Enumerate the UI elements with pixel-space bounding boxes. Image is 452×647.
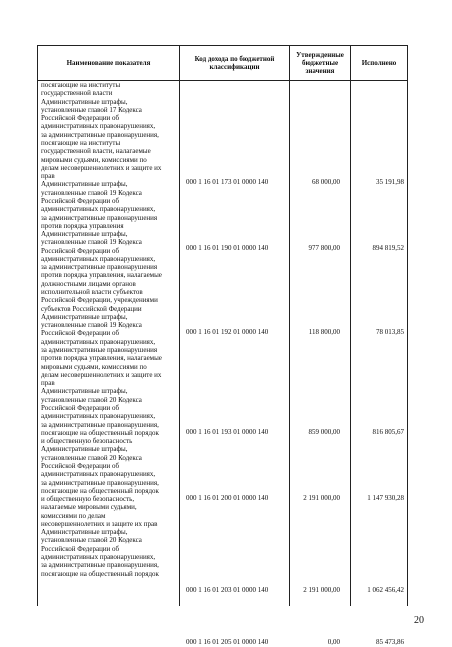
indicator-line: посягающие на институты (41, 81, 121, 89)
budget-code: 000 1 16 01 205 01 0000 140 (186, 638, 269, 646)
table-row (38, 428, 407, 437)
approved-value: 2 191 000,00 (303, 494, 340, 502)
indicator-line: Административные штрафы, (41, 445, 128, 454)
approved-value: 859 000,00 (308, 428, 340, 436)
table-row (38, 178, 407, 187)
indicator-line: установленные главой 19 Кодекса (41, 188, 142, 197)
indicator-line: мировыми судьями, комиссиями по (41, 362, 147, 371)
budget-code: 000 1 16 01 200 01 0000 140 (186, 494, 269, 502)
indicator-line: за административные правонарушения, (41, 478, 159, 487)
executed-value: 1 147 930,28 (367, 494, 404, 502)
indicator-line: административных правонарушениях, (41, 470, 156, 479)
indicator-line: Российской Федерации об (41, 461, 120, 470)
indicator-line: делам несовершеннолетних и защите их (41, 370, 162, 379)
budget-code: 000 1 16 01 190 01 0000 140 (186, 244, 269, 252)
indicator-line: за административные правонарушения (41, 263, 158, 272)
indicator-line: административных правонарушениях, (41, 254, 156, 263)
indicator-line: субъектов Российской Федерации (41, 304, 142, 313)
indicator-line: за административные правонарушения, (41, 561, 159, 570)
indicator-line: прав (41, 172, 55, 181)
header-executed: Исполнено (361, 59, 397, 67)
indicator-line: Административные штрафы, (41, 180, 128, 189)
indicator-line: налагаемые мировыми судьями, (41, 503, 137, 512)
indicator-line: государственной власти (41, 89, 113, 98)
budget-code: 000 1 16 01 193 01 0000 140 (186, 428, 269, 436)
approved-value: 68 000,00 (312, 178, 340, 186)
indicator-line: установленные главой 20 Кодекса (41, 536, 142, 545)
indicator-line: за административные правонарушения, (41, 130, 159, 139)
executed-value: 85 473,86 (376, 638, 404, 646)
indicator-line: исполнительной власти субъектов (41, 288, 143, 297)
indicator-line: посягающие на институты (41, 138, 121, 147)
budget-code: 000 1 16 01 192 01 0000 140 (186, 328, 269, 336)
indicator-line: несовершеннолетних и защите их прав (41, 519, 158, 528)
indicator-line: Российской Федерации об (41, 196, 120, 205)
indicator-line: административных правонарушениях, (41, 412, 156, 421)
table-header (38, 46, 407, 81)
indicator-line: административных правонарушениях, (41, 553, 156, 562)
indicator-line: за административные правонарушения, (41, 420, 159, 429)
indicator-line: Российской Федерации об (41, 403, 120, 412)
indicator-line: Российской Федерации об (41, 114, 120, 123)
indicator-line: административных правонарушениях, (41, 122, 156, 131)
indicator-line: установленные главой 19 Кодекса (41, 238, 142, 247)
table-row (38, 638, 407, 647)
indicator-line: делам несовершеннолетних и защите их (41, 163, 162, 172)
indicator-line: Административные штрафы, (41, 230, 128, 239)
header-name: Наименование показателя (66, 59, 151, 67)
indicator-line: и общественную безопасность (41, 437, 133, 446)
indicator-line: Административные штрафы, (41, 387, 128, 396)
executed-value: 1 062 456,42 (367, 586, 404, 594)
indicator-line: комиссиями по делам (41, 511, 106, 520)
table-row (38, 328, 407, 337)
table-row (38, 494, 407, 503)
approved-value: 118 800,00 (308, 328, 340, 336)
indicator-line: Административные штрафы, (41, 312, 128, 321)
executed-value: 35 191,98 (376, 178, 404, 186)
budget-table (37, 45, 408, 646)
executed-value: 816 805,67 (372, 428, 404, 436)
indicator-line: Административные штрафы, (41, 97, 128, 106)
indicator-line: против порядка управления, налагаемые (41, 271, 162, 280)
indicator-line: против порядка управления (41, 221, 124, 230)
indicator-line: государственной власти, налагаемые (41, 147, 151, 156)
page-number: 20 (414, 615, 424, 626)
column-divider (350, 46, 351, 606)
header-code: Код дохода по бюджетной классификации (194, 55, 275, 71)
indicator-line: должностными лицами органов (41, 279, 136, 288)
budget-code: 000 1 16 01 203 01 0000 140 (186, 586, 269, 594)
approved-value: 2 191 000,00 (303, 586, 340, 594)
column-divider (289, 46, 290, 606)
table-row (38, 586, 407, 595)
indicator-line: против порядка управления, налагаемые (41, 354, 162, 363)
indicator-line: установленные главой 20 Кодекса (41, 453, 142, 462)
indicator-line: за административные правонарушения (41, 346, 158, 354)
approved-value: 0,00 (327, 638, 340, 646)
budget-code: 000 1 16 01 173 01 0000 140 (186, 178, 269, 186)
indicator-line: за административные правонарушения (41, 213, 158, 222)
indicator-line: мировыми судьями, комиссиями по (41, 155, 147, 164)
indicator-line: установленные главой 17 Кодекса (41, 105, 142, 114)
indicator-line: посягающие на общественный порядок (41, 569, 159, 578)
indicator-line: установленные главой 20 Кодекса (41, 395, 142, 404)
indicator-line: Административные штрафы, (41, 528, 128, 537)
header-approved: Утвержденные бюджетные значения (296, 51, 344, 75)
indicator-line: Российской Федерации об (41, 329, 120, 338)
indicator-line: и общественную безопасность, (41, 495, 135, 504)
executed-value: 78 013,85 (376, 328, 404, 336)
indicator-line: посягающие на общественный порядок (41, 428, 159, 437)
indicator-line: Российской Федерации об (41, 544, 120, 553)
indicator-line: административных правонарушениях, (41, 337, 156, 346)
indicator-line: установленные главой 19 Кодекса (41, 321, 142, 330)
indicator-line: административных правонарушениях, (41, 205, 156, 214)
approved-value: 977 800,00 (308, 244, 340, 252)
indicator-line: Российской Федерации, учреждениями (41, 296, 158, 305)
indicator-line: прав (41, 379, 55, 388)
executed-value: 894 819,52 (372, 244, 404, 252)
indicator-line: Российской Федерации об (41, 246, 120, 255)
indicator-line: посягающие на общественный порядок (41, 486, 159, 495)
table-row (38, 244, 407, 253)
